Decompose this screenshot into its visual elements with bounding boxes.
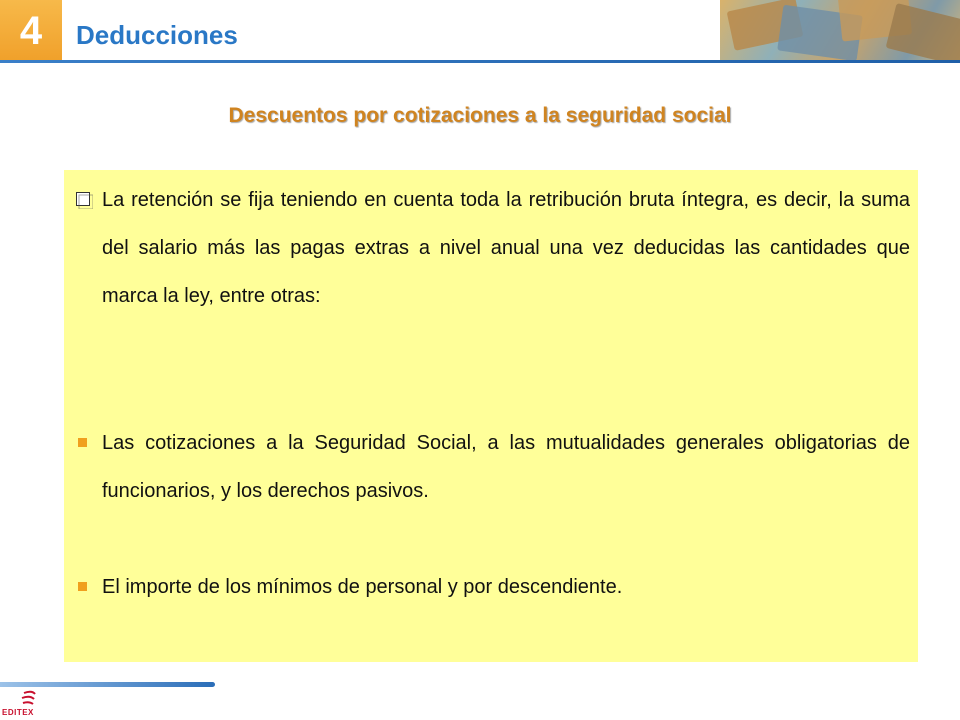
checkbox-bullet-icon	[76, 192, 93, 209]
intro-paragraph	[76, 176, 910, 320]
list-item	[78, 563, 910, 611]
chapter-number-badge	[0, 0, 62, 62]
list-item	[78, 419, 910, 515]
footer-divider	[0, 682, 215, 687]
logo-text: EDITEX	[2, 708, 34, 717]
header-divider	[0, 60, 960, 63]
chapter-number: 4	[19, 8, 43, 53]
square-bullet-icon	[78, 582, 87, 591]
section-subtitle: Descuentos por cotizaciones a la seguridad social	[228, 104, 732, 127]
list-item-text: El importe de los mínimos de personal y por descendiente.	[102, 576, 623, 598]
intro-paragraph-text: La retención se fija teniendo en cuenta toda la retribución bruta íntegra, es decir, la suma del salario más las pagas extras a nivel anual una vez deducidas las cantidades que marca la ley, entre otras:	[102, 189, 910, 307]
list-item-text: Las cotizaciones a la Seguridad Social, a las mutualidades generales obligatorias de funcionarios, y los derechos pasivos.	[102, 432, 910, 502]
euro-banknotes-image	[720, 0, 960, 60]
square-bullet-icon	[78, 438, 87, 447]
page-title: Deducciones	[76, 20, 238, 50]
